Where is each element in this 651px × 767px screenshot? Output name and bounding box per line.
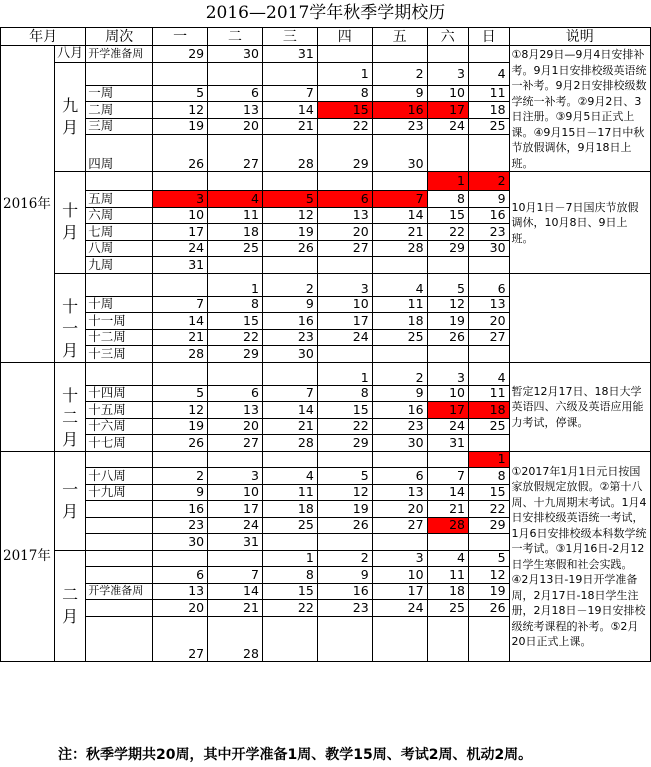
day-cell: 22 <box>317 118 372 135</box>
day-cell: 13 <box>468 296 509 313</box>
day-cell: 9 <box>372 385 427 402</box>
day-cell: 27 <box>317 240 372 257</box>
day-cell <box>262 63 317 86</box>
day-cell-holiday: 1 <box>427 172 468 191</box>
day-cell: 18 <box>262 501 317 518</box>
day-cell: 3 <box>208 468 263 485</box>
day-cell: 15 <box>427 207 468 224</box>
note-november <box>509 273 650 362</box>
day-cell: 14 <box>208 583 263 600</box>
day-cell: 24 <box>427 418 468 435</box>
day-cell-holiday: 2 <box>468 172 509 191</box>
day-cell: 27 <box>208 435 263 452</box>
day-cell: 10 <box>372 567 427 584</box>
day-cell: 4 <box>262 468 317 485</box>
day-cell: 20 <box>208 418 263 435</box>
day-cell: 11 <box>427 567 468 584</box>
day-cell: 18 <box>468 102 509 119</box>
day-cell: 28 <box>262 135 317 172</box>
day-cell: 26 <box>317 517 372 534</box>
footer-note: 注：秋季学期共20周，其中开学准备1周、教学15周、考试2周、机动2周。 <box>58 747 533 763</box>
week-label: 十九周 <box>86 484 153 501</box>
day-cell: 23 <box>372 118 427 135</box>
week-label <box>86 172 153 191</box>
day-cell <box>468 135 509 172</box>
note-jan-feb: ①2017年1月1日元日按国家放假规定放假。②第十八周、十九周期末考试。1月4日安排校级英语统一考试，1月6日安排校级本科数学统一考试。③1月16日-2月12日学生寒假和社会实践。④2月13日-19日开学准备周，2月17日-18日学生注册，2月18日－19日安排校级统考课程的补考。⑤2月20日正式上课。 <box>509 451 650 661</box>
week-label: 三周 <box>86 118 153 135</box>
day-cell: 4 <box>468 362 509 385</box>
month-february: 二 月 <box>54 550 85 661</box>
day-cell: 12 <box>427 296 468 313</box>
week-label: 十三周 <box>86 346 153 363</box>
day-cell <box>317 451 372 468</box>
day-cell: 21 <box>208 600 263 617</box>
day-cell <box>427 346 468 363</box>
month-january: 一 月 <box>54 451 85 550</box>
day-cell: 25 <box>427 600 468 617</box>
day-cell: 11 <box>208 207 263 224</box>
day-cell <box>317 346 372 363</box>
day-cell: 30 <box>208 46 263 63</box>
week-label <box>86 451 153 468</box>
day-cell: 29 <box>427 240 468 257</box>
day-cell: 24 <box>427 118 468 135</box>
day-cell-holiday: 16 <box>372 102 427 119</box>
day-cell <box>372 257 427 274</box>
day-cell: 12 <box>153 402 208 419</box>
day-cell: 26 <box>153 435 208 452</box>
day-cell: 28 <box>262 435 317 452</box>
week-label: 开学准备周 <box>86 46 153 63</box>
day-cell: 17 <box>317 313 372 330</box>
header-day: 二 <box>208 28 263 46</box>
year-2017: 2017年 <box>1 451 55 661</box>
header-day: 三 <box>262 28 317 46</box>
day-cell: 8 <box>317 85 372 102</box>
day-cell: 31 <box>208 534 263 551</box>
day-cell: 16 <box>317 583 372 600</box>
day-cell-exam: 17 <box>427 402 468 419</box>
day-cell: 29 <box>317 135 372 172</box>
day-cell: 22 <box>427 224 468 241</box>
week-label <box>86 616 153 661</box>
day-cell-holiday: 4 <box>208 191 263 208</box>
day-cell: 1 <box>317 63 372 86</box>
month-december: 十 二 月 <box>54 362 85 451</box>
day-cell <box>468 346 509 363</box>
day-cell: 13 <box>372 484 427 501</box>
day-cell <box>468 534 509 551</box>
week-label: 十周 <box>86 296 153 313</box>
day-cell <box>153 550 208 567</box>
day-cell <box>427 46 468 63</box>
month-september: 九 月 <box>54 63 85 172</box>
week-label: 七周 <box>86 224 153 241</box>
week-label: 十一周 <box>86 313 153 330</box>
day-cell: 27 <box>153 616 208 661</box>
day-cell: 21 <box>262 118 317 135</box>
day-cell: 24 <box>317 329 372 346</box>
day-cell: 27 <box>468 329 509 346</box>
day-cell <box>427 135 468 172</box>
day-cell: 28 <box>372 240 427 257</box>
header-day: 四 <box>317 28 372 46</box>
week-label <box>86 63 153 86</box>
day-cell <box>372 534 427 551</box>
day-cell: 16 <box>153 501 208 518</box>
day-cell <box>372 172 427 191</box>
day-cell: 30 <box>153 534 208 551</box>
day-cell <box>262 257 317 274</box>
table-row <box>1 451 651 468</box>
day-cell: 16 <box>468 207 509 224</box>
week-label: 八周 <box>86 240 153 257</box>
day-cell: 9 <box>372 85 427 102</box>
day-cell <box>153 451 208 468</box>
day-cell: 11 <box>468 85 509 102</box>
day-cell: 27 <box>372 517 427 534</box>
day-cell: 24 <box>208 517 263 534</box>
week-label <box>86 273 153 296</box>
day-cell: 3 <box>427 63 468 86</box>
day-cell: 10 <box>208 484 263 501</box>
header-day: 一 <box>153 28 208 46</box>
day-cell: 10 <box>427 385 468 402</box>
day-cell: 20 <box>468 313 509 330</box>
header-day: 六 <box>427 28 468 46</box>
day-cell <box>317 172 372 191</box>
month-october: 十 月 <box>54 172 85 274</box>
day-cell: 6 <box>208 85 263 102</box>
day-cell: 6 <box>208 385 263 402</box>
day-cell: 23 <box>262 329 317 346</box>
day-cell: 21 <box>262 418 317 435</box>
day-cell: 13 <box>317 207 372 224</box>
header-day: 五 <box>372 28 427 46</box>
week-label <box>86 534 153 551</box>
day-cell: 8 <box>208 296 263 313</box>
day-cell <box>262 451 317 468</box>
day-cell: 10 <box>153 207 208 224</box>
day-cell <box>468 257 509 274</box>
day-cell: 6 <box>468 273 509 296</box>
day-cell: 8 <box>427 191 468 208</box>
day-cell: 18 <box>208 224 263 241</box>
table-row <box>1 46 651 63</box>
week-label: 一周 <box>86 85 153 102</box>
week-label: 九周 <box>86 257 153 274</box>
day-cell: 26 <box>262 240 317 257</box>
day-cell: 19 <box>427 313 468 330</box>
day-cell <box>262 362 317 385</box>
day-cell: 5 <box>153 385 208 402</box>
month-november: 十 一 月 <box>54 273 85 362</box>
day-cell <box>372 451 427 468</box>
day-cell <box>262 172 317 191</box>
day-cell: 12 <box>153 102 208 119</box>
day-cell: 26 <box>427 329 468 346</box>
week-label <box>86 501 153 518</box>
day-cell <box>317 46 372 63</box>
day-cell: 25 <box>208 240 263 257</box>
day-cell: 21 <box>153 329 208 346</box>
day-cell <box>153 273 208 296</box>
day-cell: 9 <box>262 296 317 313</box>
day-cell <box>208 550 263 567</box>
day-cell: 24 <box>153 240 208 257</box>
day-cell: 26 <box>153 135 208 172</box>
day-cell: 14 <box>262 402 317 419</box>
day-cell: 30 <box>372 135 427 172</box>
week-label: 十四周 <box>86 385 153 402</box>
day-cell: 29 <box>208 346 263 363</box>
day-cell <box>208 63 263 86</box>
day-cell: 27 <box>208 135 263 172</box>
day-cell <box>208 172 263 191</box>
day-cell: 11 <box>372 296 427 313</box>
day-cell: 25 <box>262 517 317 534</box>
day-cell: 1 <box>317 362 372 385</box>
school-calendar-table <box>0 27 651 662</box>
day-cell: 15 <box>208 313 263 330</box>
day-cell: 12 <box>262 207 317 224</box>
day-cell: 26 <box>468 600 509 617</box>
week-label: 开学准备周 <box>86 583 153 600</box>
day-cell: 30 <box>468 240 509 257</box>
day-cell: 18 <box>372 313 427 330</box>
week-label: 十七周 <box>86 435 153 452</box>
day-cell: 29 <box>317 435 372 452</box>
day-cell: 7 <box>208 567 263 584</box>
day-cell: 19 <box>317 501 372 518</box>
day-cell: 19 <box>468 583 509 600</box>
day-cell: 21 <box>427 501 468 518</box>
day-cell: 5 <box>468 550 509 567</box>
header-day: 日 <box>468 28 509 46</box>
day-cell: 10 <box>317 296 372 313</box>
day-cell: 25 <box>372 329 427 346</box>
table-row <box>1 362 651 385</box>
day-cell: 1 <box>208 273 263 296</box>
year-2016-cont <box>1 362 55 451</box>
day-cell: 4 <box>468 63 509 86</box>
day-cell: 7 <box>262 85 317 102</box>
month-august: 八月 <box>54 46 85 63</box>
day-cell <box>468 46 509 63</box>
day-cell <box>262 534 317 551</box>
day-cell-exam: 18 <box>468 402 509 419</box>
day-cell: 7 <box>262 385 317 402</box>
day-cell-holiday: 6 <box>317 191 372 208</box>
day-cell: 7 <box>153 296 208 313</box>
day-cell: 30 <box>262 346 317 363</box>
day-cell: 4 <box>427 550 468 567</box>
day-cell: 9 <box>468 191 509 208</box>
day-cell: 6 <box>372 468 427 485</box>
week-label: 六周 <box>86 207 153 224</box>
day-cell: 28 <box>208 616 263 661</box>
day-cell: 22 <box>468 501 509 518</box>
day-cell: 11 <box>262 484 317 501</box>
day-cell: 23 <box>372 418 427 435</box>
day-cell: 19 <box>262 224 317 241</box>
year-2016: 2016年 <box>1 46 55 363</box>
day-cell <box>427 534 468 551</box>
week-label: 二周 <box>86 102 153 119</box>
note-aug-sep: ①8月29日—9月4日安排补考。9月1日安排校级英语统一补考。9月2日安排校级数学统一补考。②9月2日、3日注册。③9月5日正式上课。④9月15日－17日中秋节放假调休，9月18日上班。 <box>509 46 650 172</box>
day-cell-holiday: 7 <box>372 191 427 208</box>
day-cell: 31 <box>153 257 208 274</box>
day-cell: 29 <box>153 46 208 63</box>
week-label: 四周 <box>86 135 153 172</box>
day-cell: 22 <box>317 418 372 435</box>
day-cell-holiday: 5 <box>262 191 317 208</box>
day-cell: 8 <box>468 468 509 485</box>
day-cell <box>317 534 372 551</box>
day-cell: 21 <box>372 224 427 241</box>
day-cell: 8 <box>262 567 317 584</box>
day-cell: 11 <box>468 385 509 402</box>
week-label: 十二周 <box>86 329 153 346</box>
day-cell-holiday: 15 <box>317 102 372 119</box>
week-label: 五周 <box>86 191 153 208</box>
day-cell: 19 <box>153 118 208 135</box>
week-label <box>86 517 153 534</box>
day-cell: 13 <box>208 402 263 419</box>
day-cell: 23 <box>468 224 509 241</box>
day-cell <box>427 451 468 468</box>
day-cell: 20 <box>153 600 208 617</box>
day-cell <box>208 451 263 468</box>
day-cell: 28 <box>153 346 208 363</box>
day-cell: 2 <box>372 362 427 385</box>
day-cell-holiday: 28 <box>427 517 468 534</box>
day-cell <box>153 172 208 191</box>
day-cell: 29 <box>468 517 509 534</box>
day-cell: 30 <box>372 435 427 452</box>
day-cell: 19 <box>153 418 208 435</box>
day-cell <box>317 616 372 661</box>
day-cell: 12 <box>317 484 372 501</box>
header-week: 周次 <box>86 28 153 46</box>
day-cell <box>208 362 263 385</box>
day-cell <box>208 257 263 274</box>
header-notes: 说明 <box>509 28 650 46</box>
day-cell: 14 <box>153 313 208 330</box>
day-cell: 9 <box>153 484 208 501</box>
day-cell-holiday: 3 <box>153 191 208 208</box>
week-label: 十八周 <box>86 468 153 485</box>
day-cell: 3 <box>317 273 372 296</box>
week-label <box>86 362 153 385</box>
day-cell: 12 <box>468 567 509 584</box>
day-cell <box>317 257 372 274</box>
day-cell: 31 <box>427 435 468 452</box>
day-cell: 10 <box>427 85 468 102</box>
day-cell: 2 <box>317 550 372 567</box>
note-december: 暂定12月17日、18日大学英语四、六级及英语应用能力考试，停课。 <box>509 362 650 451</box>
day-cell <box>372 346 427 363</box>
day-cell: 17 <box>372 583 427 600</box>
day-cell <box>427 257 468 274</box>
day-cell: 13 <box>208 102 263 119</box>
day-cell: 20 <box>208 118 263 135</box>
day-cell: 20 <box>372 501 427 518</box>
week-label: 十六周 <box>86 418 153 435</box>
day-cell: 3 <box>427 362 468 385</box>
day-cell <box>262 616 317 661</box>
day-cell: 18 <box>427 583 468 600</box>
day-cell: 2 <box>262 273 317 296</box>
day-cell <box>372 616 427 661</box>
day-cell: 2 <box>153 468 208 485</box>
day-cell: 2 <box>372 63 427 86</box>
table-row <box>1 273 651 296</box>
day-cell-holiday: 17 <box>427 102 468 119</box>
day-cell: 3 <box>372 550 427 567</box>
day-cell: 15 <box>468 484 509 501</box>
day-cell: 22 <box>208 329 263 346</box>
header-row <box>1 28 651 46</box>
day-cell <box>468 435 509 452</box>
day-cell: 31 <box>262 46 317 63</box>
day-cell <box>427 616 468 661</box>
week-label: 十五周 <box>86 402 153 419</box>
week-label <box>86 567 153 584</box>
day-cell: 22 <box>262 600 317 617</box>
day-cell: 20 <box>317 224 372 241</box>
day-cell: 13 <box>153 583 208 600</box>
week-label <box>86 550 153 567</box>
calendar-title: 2016—2017学年秋季学期校历 <box>205 3 446 23</box>
day-cell: 4 <box>372 273 427 296</box>
day-cell: 1 <box>262 550 317 567</box>
day-cell: 7 <box>427 468 468 485</box>
day-cell: 16 <box>262 313 317 330</box>
day-cell: 8 <box>317 385 372 402</box>
note-october: 10月1日－7日国庆节放假调休，10月8日、9日上班。 <box>509 172 650 274</box>
day-cell: 16 <box>372 402 427 419</box>
day-cell: 24 <box>372 600 427 617</box>
day-cell <box>153 63 208 86</box>
day-cell: 6 <box>153 567 208 584</box>
day-cell: 25 <box>468 118 509 135</box>
day-cell: 23 <box>153 517 208 534</box>
day-cell: 15 <box>317 402 372 419</box>
day-cell-holiday: 1 <box>468 451 509 468</box>
day-cell <box>372 46 427 63</box>
day-cell: 9 <box>317 567 372 584</box>
day-cell: 5 <box>427 273 468 296</box>
day-cell <box>153 362 208 385</box>
header-year-month: 年月 <box>1 28 86 46</box>
day-cell <box>468 616 509 661</box>
day-cell: 5 <box>153 85 208 102</box>
week-label <box>86 600 153 617</box>
day-cell: 17 <box>153 224 208 241</box>
day-cell: 17 <box>208 501 263 518</box>
day-cell: 14 <box>427 484 468 501</box>
day-cell: 14 <box>372 207 427 224</box>
day-cell: 5 <box>317 468 372 485</box>
table-row <box>1 172 651 191</box>
day-cell: 14 <box>262 102 317 119</box>
day-cell: 15 <box>262 583 317 600</box>
day-cell: 25 <box>468 418 509 435</box>
day-cell: 23 <box>317 600 372 617</box>
